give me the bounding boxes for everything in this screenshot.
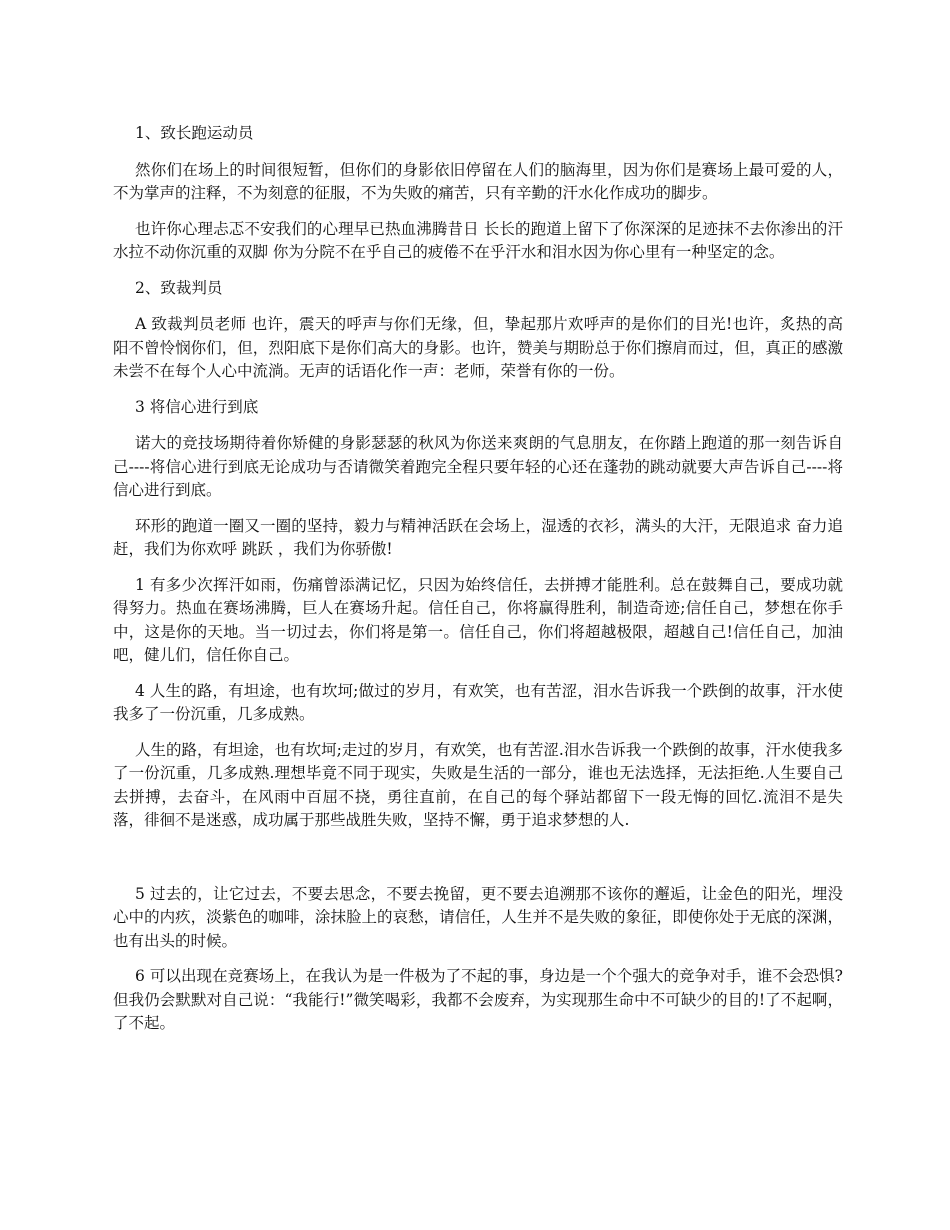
paragraph: 6 可以出现在竞赛场上，在我认为是一件极为了不起的事，身边是一个个强大的竞争对手，谁不会恐惧?但我仍会默默对自己说：“我能行!”微笑喝彩，我都不会废弃，为实现那生命中不可缺少的目的!了不起啊，了不起。 bbox=[113, 967, 843, 1032]
paragraph: 也许你心理忐忑不安我们的心理早已热血沸腾昔日 长长的跑道上留下了你深深的足迹抹不去你渗出的汗水拉不动你沉重的双脚 你为分院不在乎自己的疲倦不在乎汗水和泪水因为你心里有一种坚定的念。 bbox=[113, 219, 843, 261]
document-page bbox=[113, 122, 843, 1048]
paragraph: 4 人生的路，有坦途，也有坎坷;做过的岁月，有欢笑，也有苦涩，泪水告诉我一个跌倒的故事，汗水使我多了一份沉重，几多成熟。 bbox=[113, 681, 843, 723]
paragraph: 诺大的竞技场期待着你矫健的身影瑟瑟的秋风为你送来爽朗的气息朋友，在你踏上跑道的那一刻告诉自己----将信心进行到底无论成功与否请微笑着跑完全程只要年轻的心还在蓬勃的跳动就要大声告诉自己----将信心进行到底。 bbox=[113, 434, 843, 499]
paragraph: 然你们在场上的时间很短暂，但你们的身影依旧停留在人们的脑海里，因为你们是赛场上最可爱的人，不为掌声的注释，不为刻意的征服，不为失败的痛苦，只有辛勤的汗水化作成功的脚步。 bbox=[113, 160, 843, 202]
section-heading: 1、致长跑运动员 bbox=[135, 124, 254, 142]
paragraph: A 致裁判员老师 也许，震天的呼声与你们无缘，但，挚起那片欢呼声的是你们的目光!也许，炙热的高阳不曾怜悯你们，但，烈阳底下是你们高大的身影。也许，赞美与期盼总于你们擦肩而过，但，真正的感激未尝不在每个人心中流淌。无声的话语化作一声：老师，荣誉有你的一份。 bbox=[113, 315, 843, 380]
paragraph: 人生的路，有坦途，也有坎坷;走过的岁月，有欢笑，也有苦涩.泪水告诉我一个跌倒的故事，汗水使我多了一份沉重，几多成熟.理想毕竟不同于现实，失败是生活的一部分，谁也无法选择，无法拒绝.人生要自己去拼搏，去奋斗，在风雨中百屈不挠，勇往直前，在自己的每个驿站都留下一段无悔的回忆.流泪不是失落，徘徊不是迷惑，成功属于那些战胜失败，坚持不懈，勇于追求梦想的人. bbox=[113, 740, 843, 829]
paragraph: 5 过去的，让它过去，不要去思念，不要去挽留，更不要去追溯那不该你的邂逅，让金色的阳光，埋没心中的内疚，淡紫色的咖啡，涂抹脸上的哀愁，请信任，人生并不是失败的象征，即使你处于无底的深渊，也有出头的时候。 bbox=[113, 884, 843, 950]
paragraph: 环形的跑道一圈又一圈的坚持，毅力与精神活跃在会场上，湿透的衣衫，满头的大汗，无限追求 奋力追赶，我们为你欢呼 跳跃 ，我们为你骄傲! bbox=[113, 516, 843, 558]
blank-gap bbox=[113, 845, 843, 883]
section-heading: 2、致裁判员 bbox=[135, 278, 223, 297]
section-heading: 3 将信心进行到底 bbox=[135, 397, 259, 416]
paragraph: 1 有多少次挥汗如雨，伤痛曾添满记忆，只因为始终信任，去拼搏才能胜利。总在鼓舞自己，要成功就得努力。热血在赛场沸腾，巨人在赛场升起。信任自己，你将赢得胜利，制造奇迹;信任自己，梦想在你手中，这是你的天地。当一切过去，你们将是第一。信任自己，你们将超越极限，超越自己!信任自己，加油吧，健儿们，信任你自己。 bbox=[113, 575, 843, 664]
